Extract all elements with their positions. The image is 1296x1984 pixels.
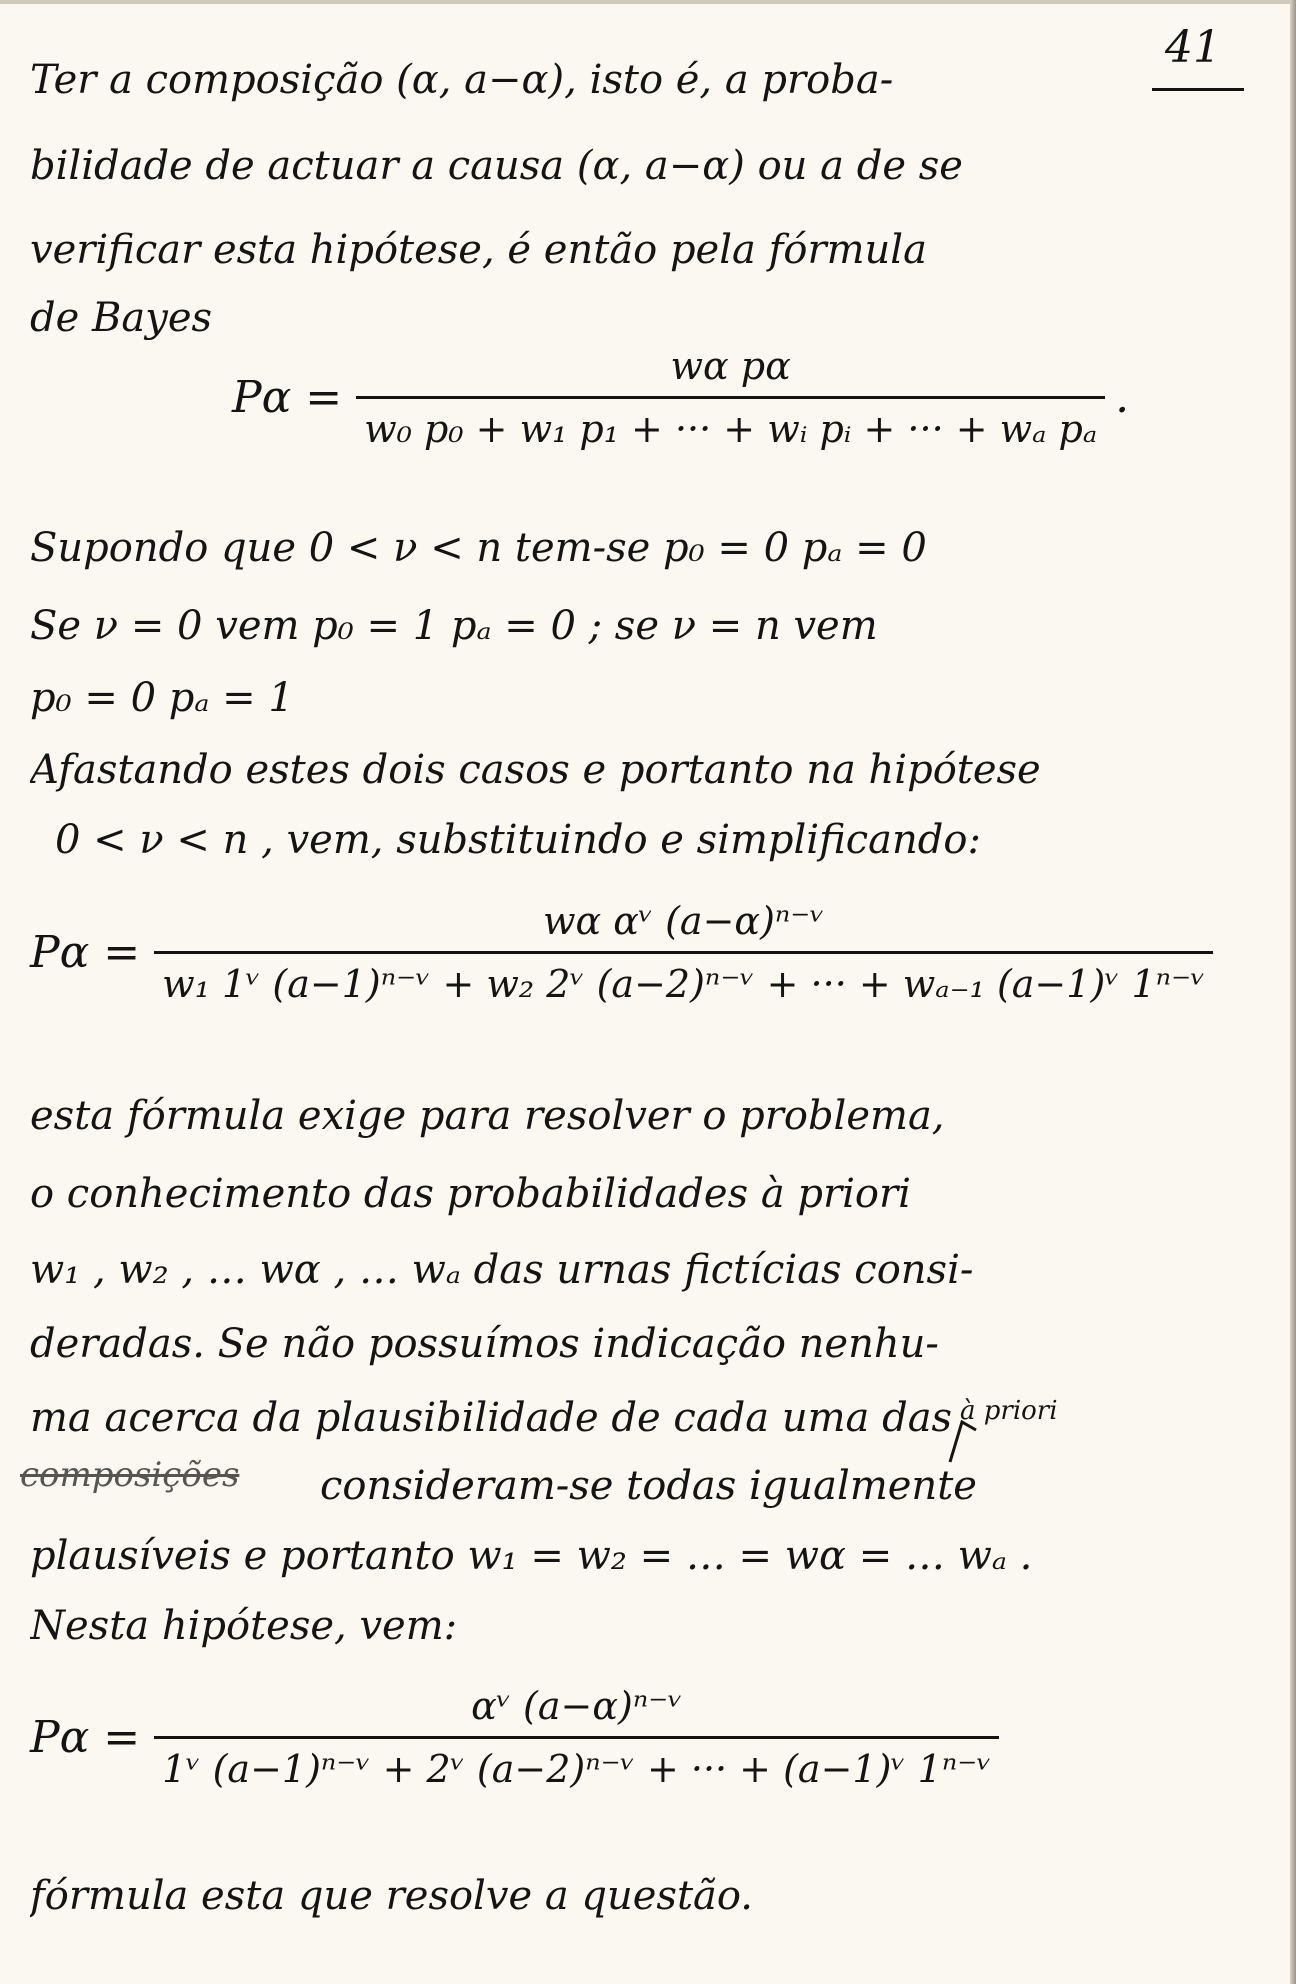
equal-priors-fraction-bar xyxy=(154,1736,999,1739)
substituted-lhs: Pα = xyxy=(30,927,141,978)
text-line-1: Ter a composição (α, a−α), isto é, a proba- xyxy=(30,57,894,103)
text-line-8: Afastando estes dois casos e portanto na hipótese xyxy=(30,747,1041,793)
equal-priors-lhs: Pα = xyxy=(30,1712,141,1763)
substituted-formula xyxy=(30,895,1213,1010)
text-line-6: Se ν = 0 vem p₀ = 1 pₐ = 0 ; se ν = n vem xyxy=(30,603,878,649)
bayes-period: . xyxy=(1115,372,1130,423)
substituted-numerator: wα αᵛ (a−α)ⁿ⁻ᵛ xyxy=(542,899,825,943)
text-line-11: o conhecimento das probabilidades à priori xyxy=(30,1171,911,1217)
equal-priors-fraction xyxy=(154,1680,999,1795)
equal-priors-denominator: 1ᵛ (a−1)ⁿ⁻ᵛ + 2ᵛ (a−2)ⁿ⁻ᵛ + ··· + (a−1)ᵛ 1ⁿ⁻ᵛ xyxy=(162,1747,992,1791)
text-line-12: w₁ , w₂ , … wα , … wₐ das urnas fictícias consi- xyxy=(30,1247,974,1293)
bayes-fraction-bar xyxy=(356,396,1105,399)
text-line-4: de Bayes xyxy=(30,295,213,341)
text-line-10: esta fórmula exige para resolver o problema, xyxy=(30,1093,945,1139)
text-line-5: Supondo que 0 < ν < n tem-se p₀ = 0 pₐ = 0 xyxy=(30,525,927,571)
struck-word: composições xyxy=(20,1455,240,1495)
text-line-16: plausíveis e portanto w₁ = w₂ = … = wα = … wₐ . xyxy=(30,1533,1033,1579)
page-top-edge xyxy=(0,0,1296,4)
text-line-9: 0 < ν < n , vem, substituindo e simplificando: xyxy=(55,817,981,863)
text-line-17: Nesta hipótese, vem: xyxy=(30,1603,458,1649)
text-line-14: ma acerca da plausibilidade de cada uma das xyxy=(30,1395,953,1441)
equal-priors-numerator: αᵛ (a−α)ⁿ⁻ᵛ xyxy=(471,1684,683,1728)
bayes-formula xyxy=(232,340,1129,455)
substituted-fraction-bar xyxy=(154,951,1213,954)
bayes-fraction xyxy=(356,340,1105,455)
bayes-denominator: w₀ p₀ + w₁ p₁ + ··· + wᵢ pᵢ + ··· + wₐ pₐ xyxy=(364,407,1098,451)
text-line-18: fórmula esta que resolve a questão. xyxy=(30,1873,753,1919)
text-line-7: p₀ = 0 pₐ = 1 xyxy=(30,675,294,721)
page-right-edge xyxy=(1290,0,1296,1984)
text-line-3: verificar esta hipótese, é então pela fórmula xyxy=(30,227,927,273)
bayes-numerator: wα pα xyxy=(670,344,791,388)
bayes-lhs: Pα = xyxy=(232,372,343,423)
text-line-13: deradas. Se não possuímos indicação nenhu- xyxy=(30,1321,939,1367)
equal-priors-formula xyxy=(30,1680,999,1795)
page-number: 41 xyxy=(1165,22,1221,73)
insertion-note: à priori xyxy=(960,1396,1058,1426)
text-line-2: bilidade de actuar a causa (α, a−α) ou a de se xyxy=(30,143,963,189)
substituted-denominator: w₁ 1ᵛ (a−1)ⁿ⁻ᵛ + w₂ 2ᵛ (a−2)ⁿ⁻ᵛ + ··· + wₐ₋₁ (a−1)ᵛ 1ⁿ⁻ᵛ xyxy=(162,962,1206,1006)
substituted-fraction xyxy=(154,895,1213,1010)
text-line-15: consideram-se todas igualmente xyxy=(320,1463,977,1509)
